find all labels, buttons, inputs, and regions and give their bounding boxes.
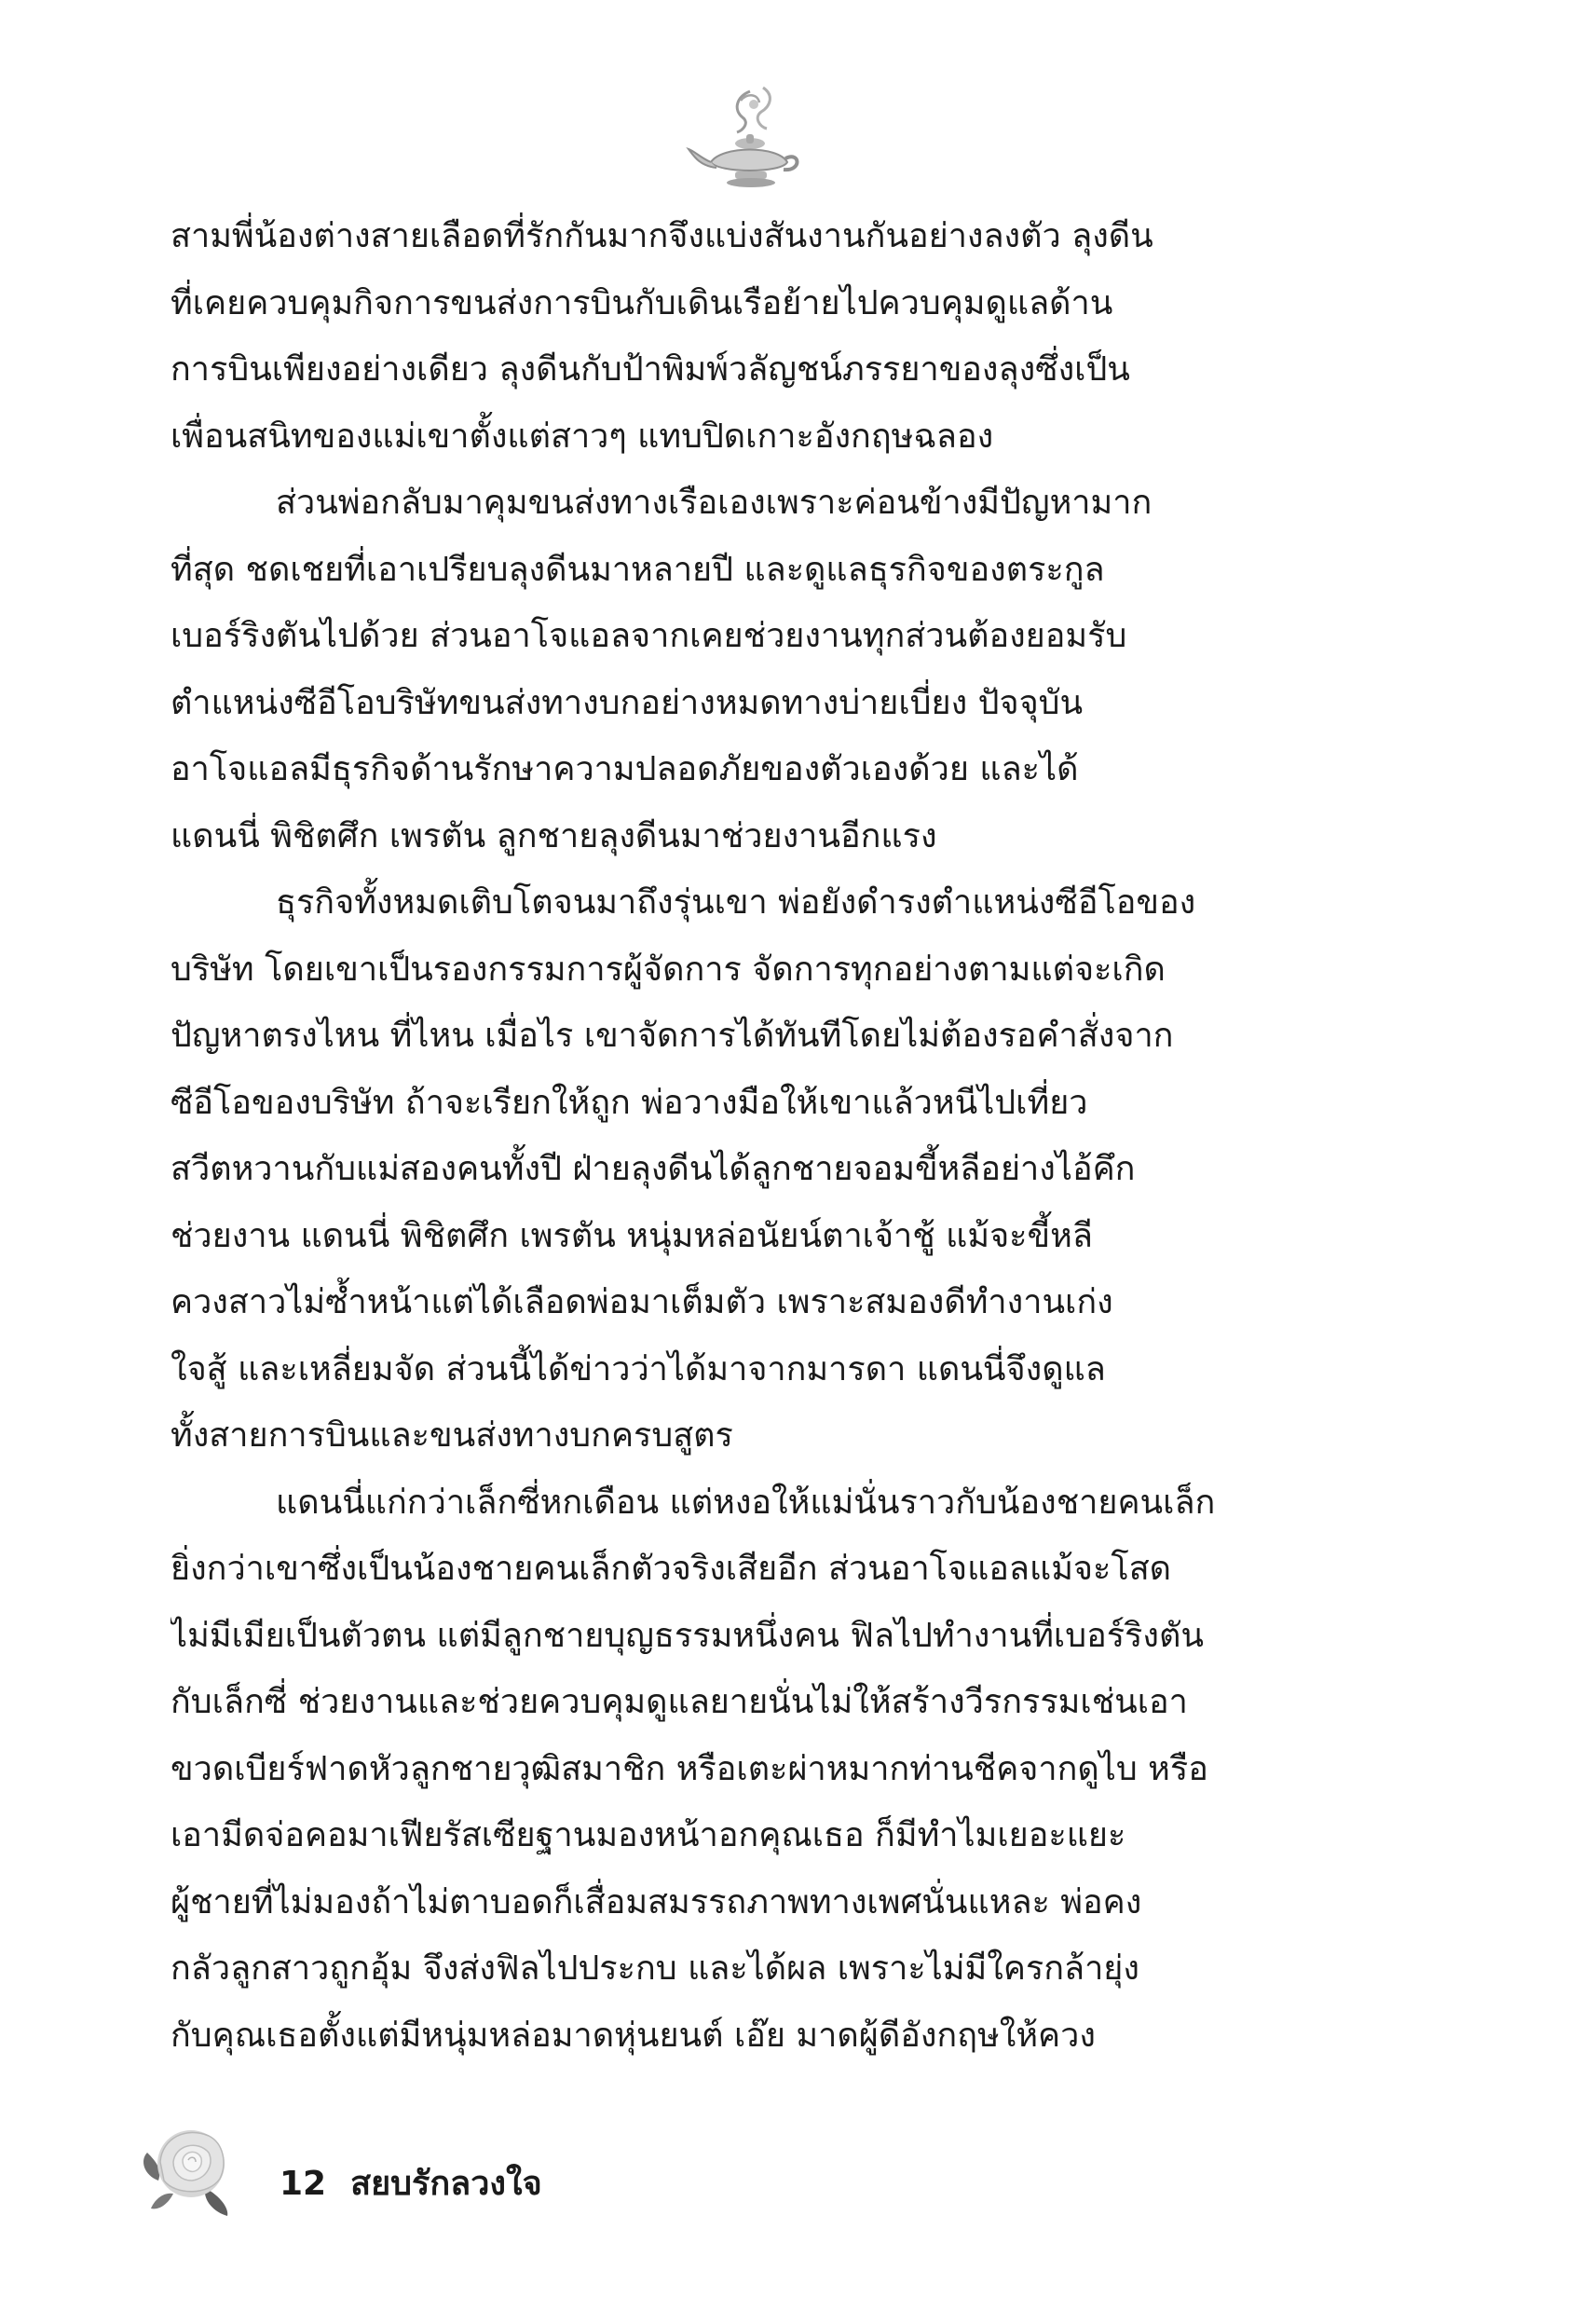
text-line: ที่เคยควบคุมกิจการขนส่งการบินกับเดินเรือย้ายไปควบคุมดูแลด้าน (171, 283, 1113, 322)
text-line: การบินเพียงอย่างเดียว ลุงดีนกับป้าพิมพ์วลัญชน์ภรรยาของลุงซึ่งเป็น (171, 350, 1130, 389)
text-line: ใจสู้ และเหลี่ยมจัด ส่วนนี้ได้ข่าวว่าได้มาจากมารดา แดนนี่จึงดูแล (171, 1349, 1106, 1388)
text-line: สวีตหวานกับแม่สองคนทั้งปี ฝ่ายลุงดีนได้ลูกชายจอมขี้หลีอย่างไอ้คึก (171, 1150, 1136, 1188)
text-line: ตำแหน่งซีอีโอบริษัทขนส่งทางบกอย่างหมดทางบ่ายเบี่ยง ปัจจุบัน (171, 683, 1084, 722)
footer-folio (280, 2164, 542, 2205)
text-line: สามพี่น้องต่างสายเลือดที่รักกันมากจึงแบ่งสันงานกันอย่างลงตัว ลุงดีน (171, 217, 1153, 255)
text-line: เอามีดจ่อคอมาเฟียรัสเซียฐานมองหน้าอกคุณเธอ ก็มีทำไมเยอะแยะ (171, 1816, 1126, 1854)
text-line: เบอร์ริงตันไปด้วย ส่วนอาโจแอลจากเคยช่วยงานทุกส่วนต้องยอมรับ (171, 617, 1127, 655)
rose-icon (140, 2115, 242, 2218)
text-line: กลัวลูกสาวถูกอุ้ม จึงส่งฟิลไปประกบ และได้ผล เพราะไม่มีใครกล้ายุ่ง (171, 1949, 1139, 1988)
genie-lamp-icon (685, 84, 806, 196)
text-line: ขวดเบียร์ฟาดหัวลูกชายวุฒิสมาชิก หรือเตะผ่าหมากท่านชีคจากดูไบ หรือ (171, 1749, 1208, 1788)
text-line: เพื่อนสนิทของแม่เขาตั้งแต่สาวๆ แทบปิดเกาะอังกฤษฉลอง (171, 417, 994, 456)
text-line: กับเล็กซี่ ช่วยงานและช่วยควบคุมดูแลยายนั่นไม่ให้สร้างวีรกรรมเช่นเอา (171, 1683, 1188, 1721)
body-text (171, 203, 1335, 2069)
text-line: ผู้ชายที่ไม่มองถ้าไม่ตาบอดก็เสื่อมสมรรถภาพทางเพศนั่นแหละ พ่อคง (171, 1882, 1142, 1921)
text-line: กับคุณเธอตั้งแต่มีหนุ่มหล่อมาดหุ่นยนต์ เอ๊ย มาดผู้ดีอังกฤษให้ควง (171, 2016, 1096, 2055)
book-title: สยบรักลวงใจ (350, 2165, 542, 2203)
text-line: บริษัท โดยเขาเป็นรองกรรมการผู้จัดการ จัดการทุกอย่างตามแต่จะเกิด (171, 950, 1166, 989)
text-line: ไม่มีเมียเป็นตัวตน แต่มีลูกชายบุญธรรมหนึ่งคน ฟิลไปทำงานที่เบอร์ริงตัน (171, 1616, 1204, 1655)
text-line: แดนนี่แก่กว่าเล็กซี่หกเดือน แต่หงอให้แม่นั่นราวกับน้องชายคนเล็ก (276, 1483, 1216, 1522)
page-footer (140, 2115, 792, 2246)
page-number: 12 (280, 2165, 327, 2203)
text-line: ควงสาวไม่ซ้ำหน้าแต่ได้เลือดพ่อมาเต็มตัว เพราะสมองดีทำงานเก่ง (171, 1283, 1113, 1321)
text-line: อาโจแอลมีธุรกิจด้านรักษาความปลอดภัยของตัวเองด้วย และได้ (171, 750, 1079, 788)
text-line: ช่วยงาน แดนนี่ พิชิตศึก เพรตัน หนุ่มหล่อนัยน์ตาเจ้าชู้ แม้จะขี้หลี (171, 1216, 1093, 1255)
text-line: ซีอีโอของบริษัท ถ้าจะเรียกให้ถูก พ่อวางมือให้เขาแล้วหนีไปเที่ยว (171, 1083, 1088, 1122)
text-line: ส่วนพ่อกลับมาคุมขนส่งทางเรือเองเพราะค่อนข้างมีปัญหามาก (276, 484, 1153, 522)
text-line: ยิ่งกว่าเขาซึ่งเป็นน้องชายคนเล็กตัวจริงเสียอีก ส่วนอาโจแอลแม้จะโสด (171, 1550, 1172, 1588)
text-line: ปัญหาตรงไหน ที่ไหน เมื่อไร เขาจัดการได้ทันทีโดยไม่ต้องรอคำสั่งจาก (171, 1017, 1174, 1055)
text-line: แดนนี่ พิชิตศึก เพรตัน ลูกชายลุงดีนมาช่วยงานอีกแรง (171, 816, 937, 855)
text-line: ธุรกิจทั้งหมดเติบโตจนมาถึงรุ่นเขา พ่อยังดำรงตำแหน่งซีอีโอของ (276, 883, 1196, 922)
text-line: ที่สุด ชดเชยที่เอาเปรียบลุงดีนมาหลายปี และดูแลธุรกิจของตระกูล (171, 550, 1105, 589)
text-line: ทั้งสายการบินและขนส่งทางบกครบสูตร (171, 1416, 733, 1455)
